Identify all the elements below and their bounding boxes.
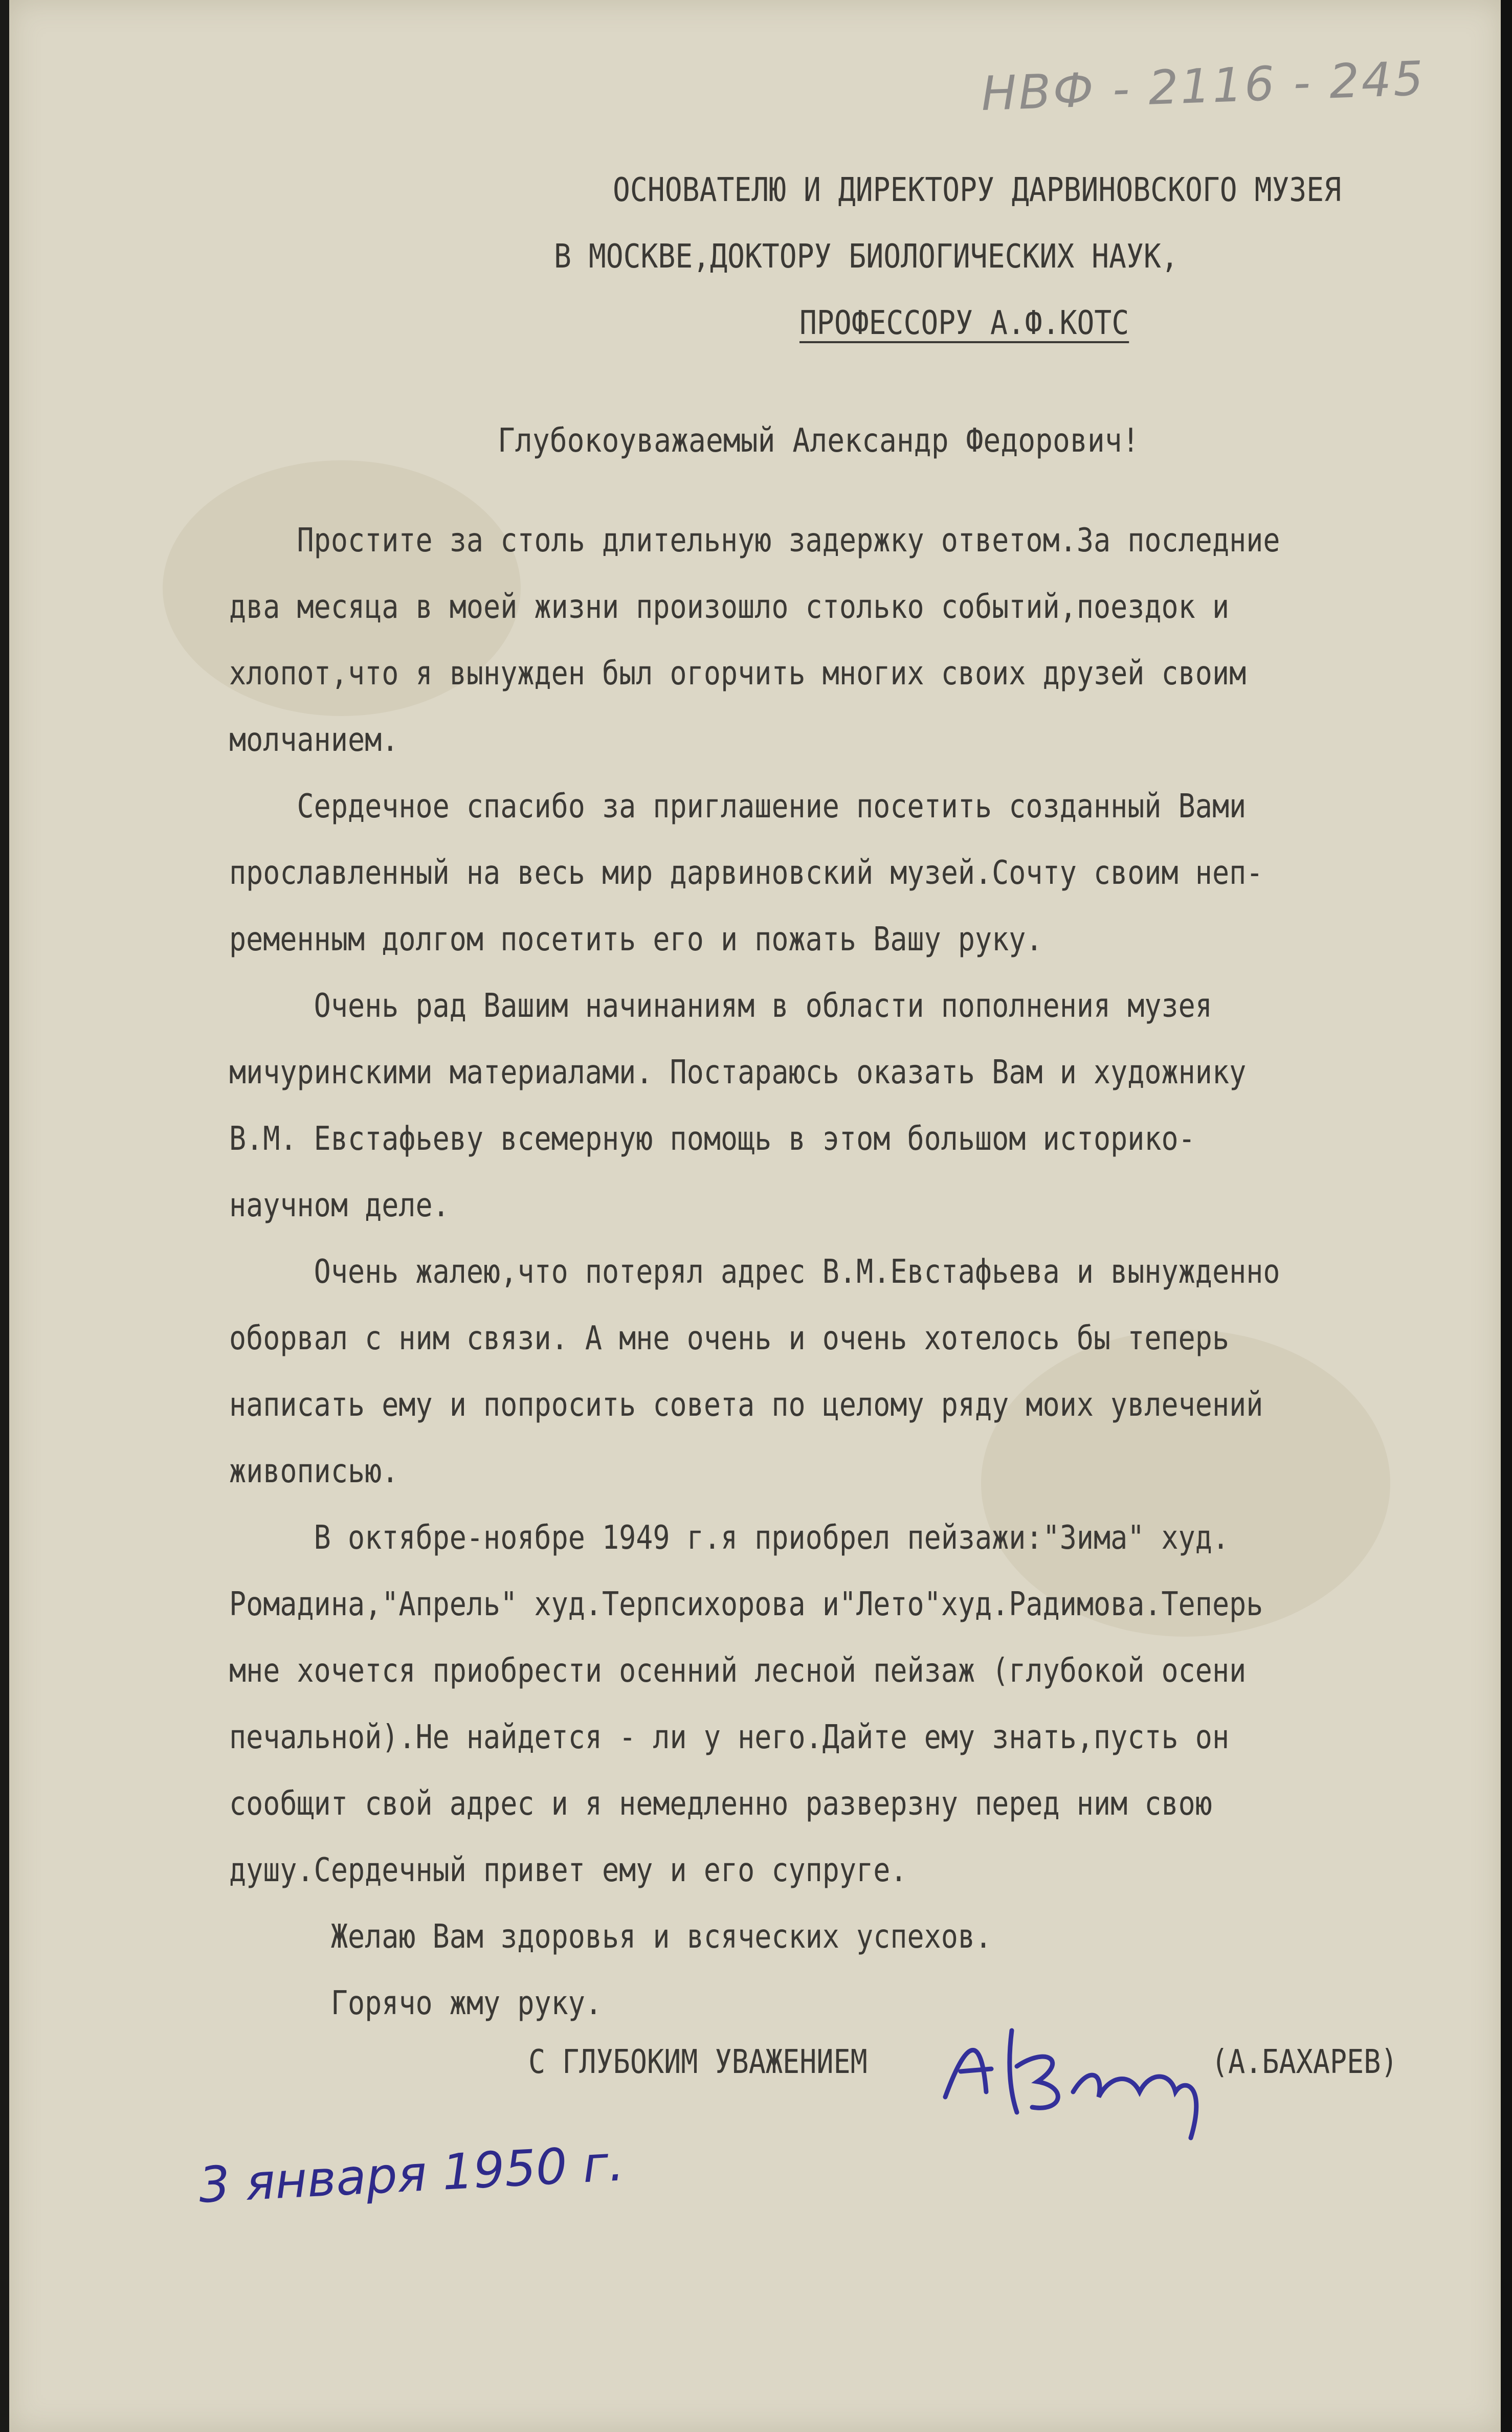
body-line: Ромадина,"Апрель" худ.Терпсихорова и"Лето"худ.Радимова.Теперь <box>229 1586 1263 1623</box>
handwritten-signature <box>935 2010 1221 2143</box>
handwritten-date: 3 января 1950 г. <box>197 2134 626 2214</box>
body-line: Очень рад Вашим начинаниям в области пополнения музея <box>229 987 1212 1025</box>
salutation: Глубокоуважаемый Александр Федорович! <box>498 422 1140 460</box>
addressee-line-2: В МОСКВЕ,ДОКТОРУ БИОЛОГИЧЕСКИХ НАУК, <box>554 238 1179 276</box>
body-line: В.М. Евстафьеву всемерную помощь в этом большом историко- <box>229 1120 1195 1158</box>
body-line: хлопот,что я вынужден был огорчить многих своих друзей своим <box>229 655 1247 693</box>
body-line: Простите за столь длительную задержку ответом.За последние <box>229 522 1280 560</box>
body-line: душу.Сердечный привет ему и его супруге. <box>229 1851 907 1889</box>
body-line: печальной).Не найдется - ли у него.Дайте ему знать,пусть он <box>229 1719 1230 1756</box>
body-line: мичуринскими материалами. Постараюсь оказать Вам и художнику <box>229 1054 1247 1091</box>
closing-phrase: С ГЛУБОКИМ УВАЖЕНИЕМ <box>528 2043 868 2081</box>
body-line: В октябре-ноябре 1949 г.я приобрел пейзажи:"Зима" худ. <box>229 1519 1230 1557</box>
scan-border <box>1501 0 1512 2432</box>
body-line: Очень жалею,что потерял адрес В.М.Евстафьева и вынужденно <box>229 1253 1280 1291</box>
body-line: два месяца в моей жизни произошло столько событий,поездок и <box>229 588 1230 626</box>
body-line: молчанием. <box>229 721 399 759</box>
body-line: Горячо жму руку. <box>229 1984 603 2022</box>
body-line: Сердечное спасибо за приглашение посетить созданный Вами <box>229 788 1247 825</box>
body-line: ременным долгом посетить его и пожать Вашу руку. <box>229 921 1043 958</box>
body-line: мне хочется приобрести осенний лесной пейзаж (глубокой осени <box>229 1652 1247 1690</box>
body-line: оборвал с ним связи. А мне очень и очень хотелось бы теперь <box>229 1320 1230 1357</box>
body-line: Желаю Вам здоровья и всяческих успехов. <box>229 1918 992 1956</box>
body-line: сообщит свой адрес и я немедленно разверзну перед ним свою <box>229 1785 1212 1823</box>
body-line: живописью. <box>229 1453 399 1490</box>
typed-signature-name: (А.БАХАРЕВ) <box>1211 2043 1398 2081</box>
archive-mark: НВФ - 2116 - 245 <box>980 51 1427 122</box>
letter-sheet <box>9 0 1503 2432</box>
addressee-line-1: ОСНОВАТЕЛЮ И ДИРЕКТОРУ ДАРВИНОВСКОГО МУЗЕЯ <box>613 171 1342 209</box>
body-line: написать ему и попросить совета по целому ряду моих увлечений <box>229 1386 1263 1424</box>
body-line: прославленный на весь мир дарвиновский музей.Сочту своим неп- <box>229 854 1263 892</box>
addressee-line-3: ПРОФЕССОРУ А.Ф.КОТС <box>799 304 1129 342</box>
body-line: научном деле. <box>229 1187 450 1224</box>
